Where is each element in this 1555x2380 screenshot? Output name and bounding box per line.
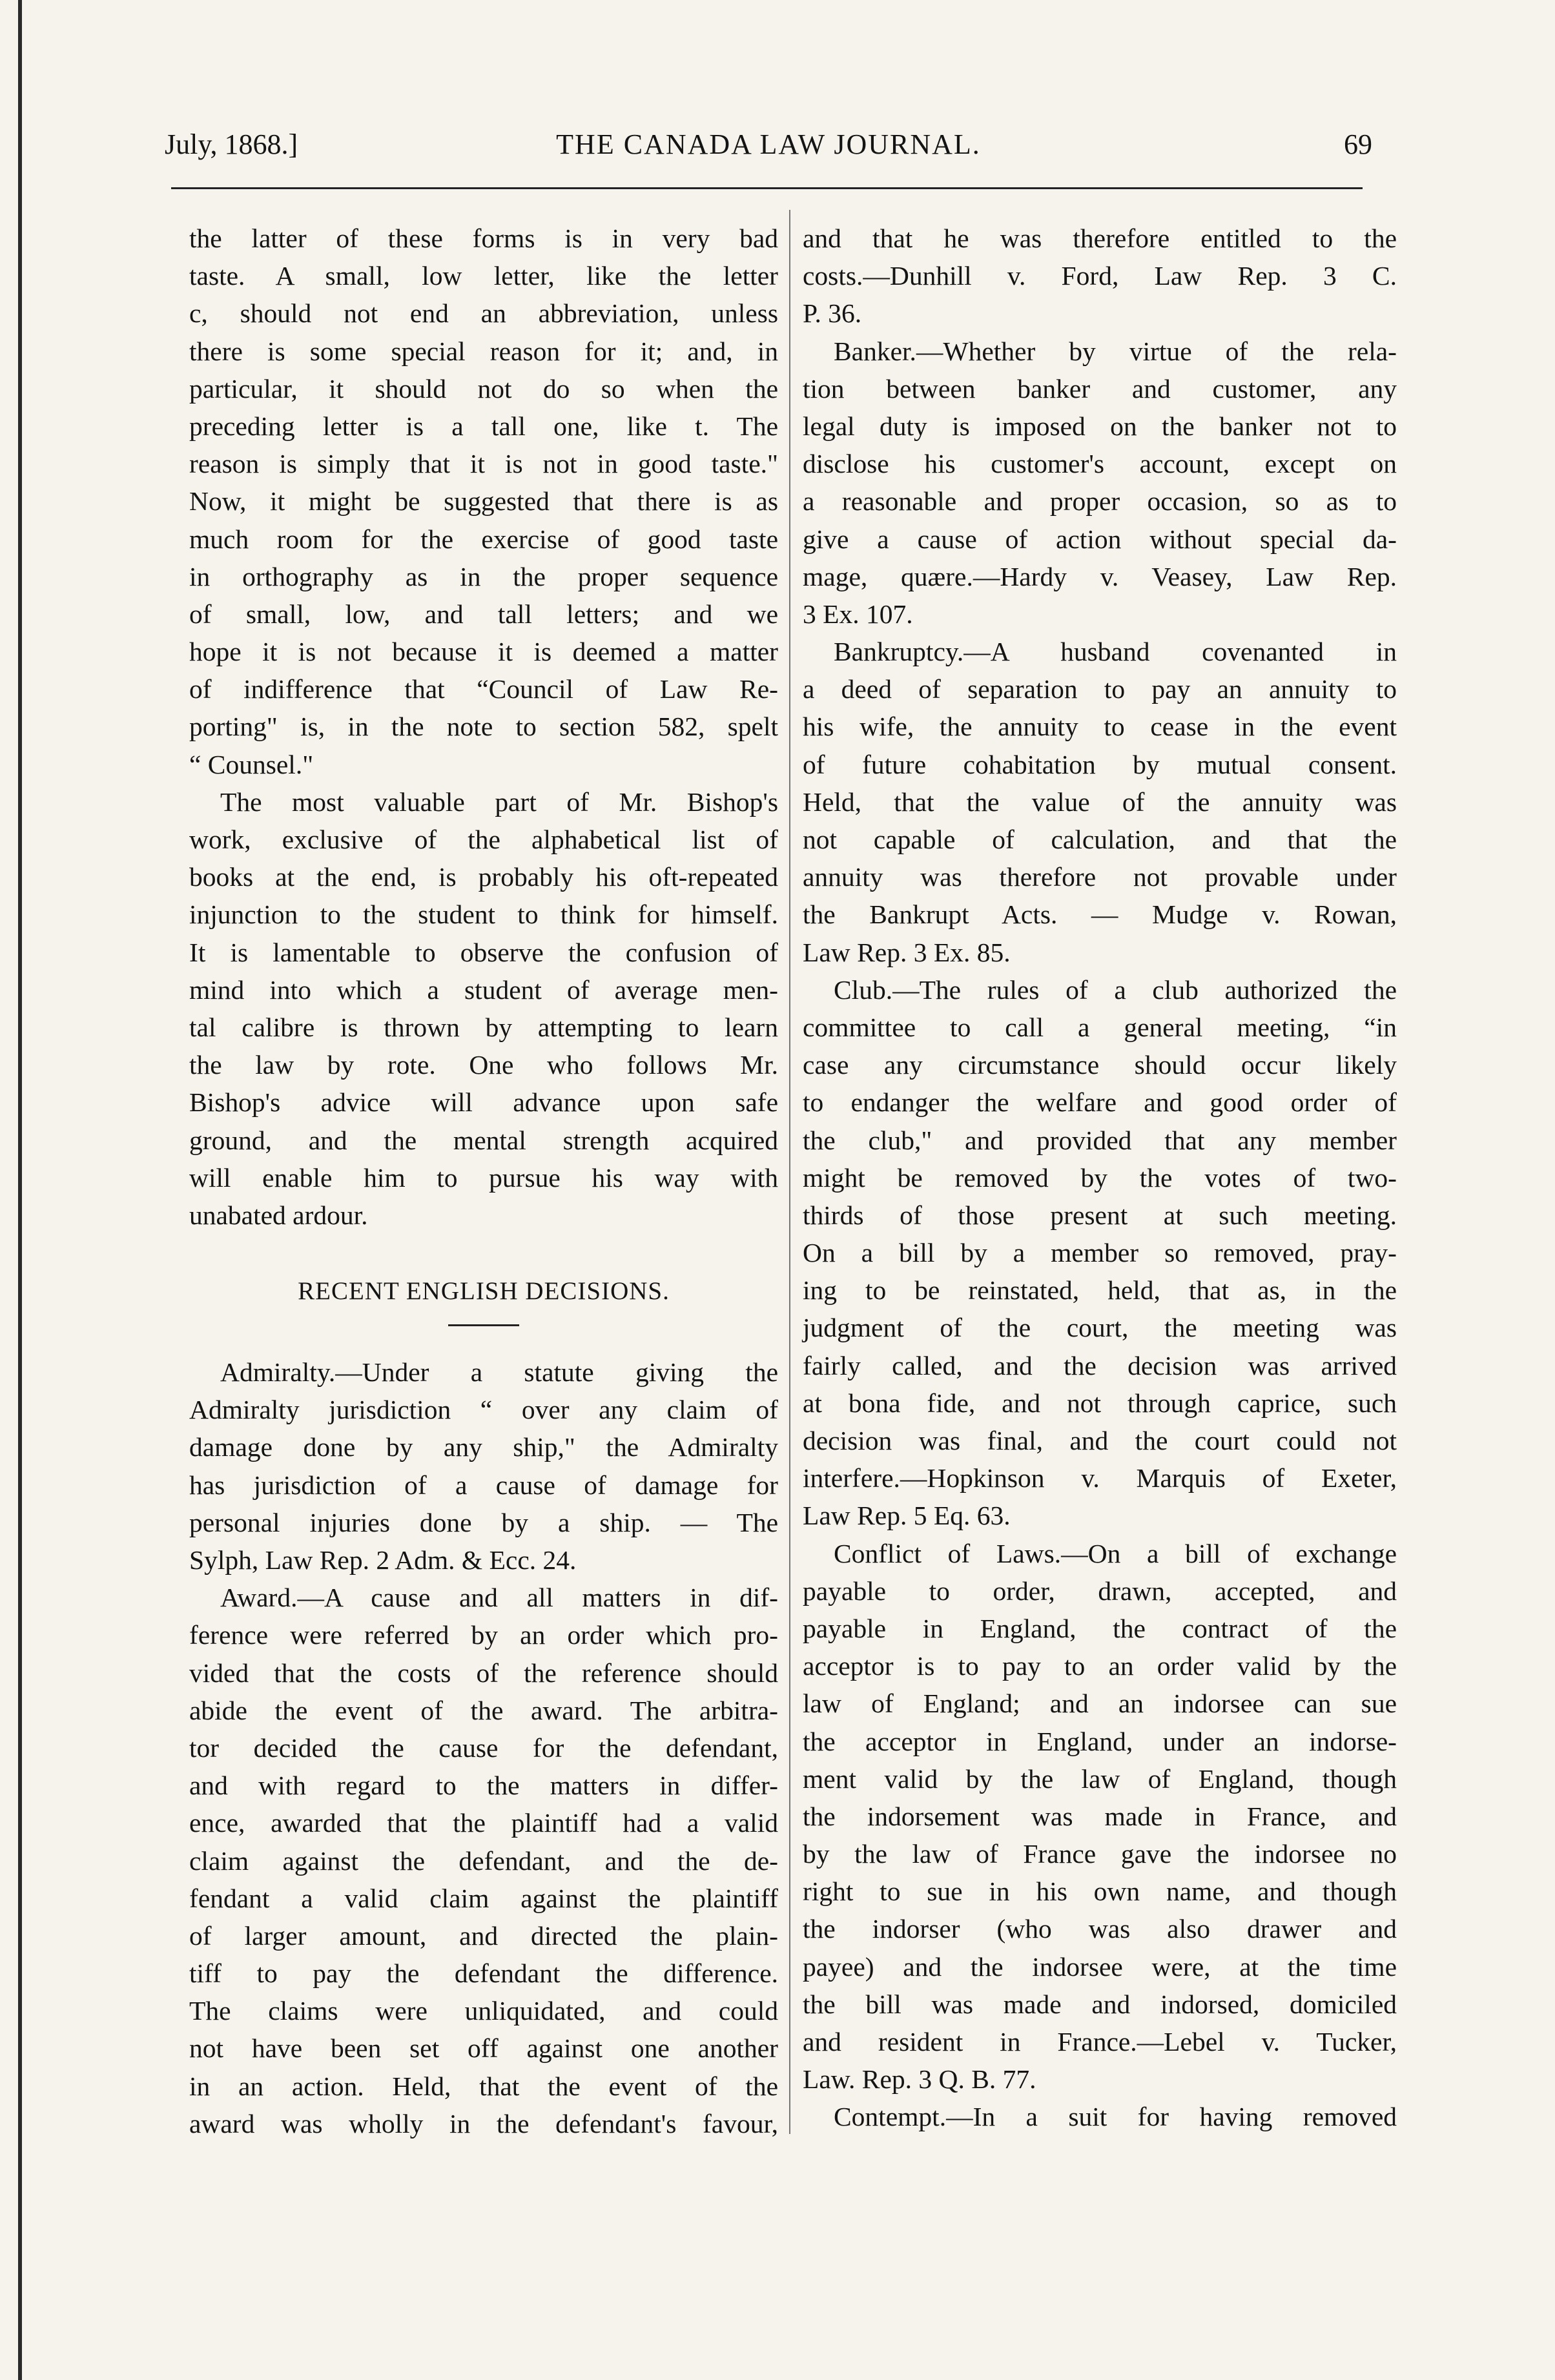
text-line: by the law of France gave the indorsee no <box>803 1839 1397 1869</box>
text-line: c, should not end an abbreviation, unless <box>189 298 778 329</box>
paragraph-award-continued <box>803 220 1397 333</box>
text-line: a deed of separation to pay an annuity to <box>803 674 1397 704</box>
text-line: give a cause of action without special da- <box>803 524 1397 554</box>
text-line: law of England; and an indorsee can sue <box>803 1688 1397 1719</box>
text-line: right to sue in his own name, and though <box>803 1876 1397 1907</box>
text-line: the indorser (who was also drawer and <box>803 1914 1397 1944</box>
text-line: in orthography as in the proper sequence <box>189 561 778 591</box>
text-line: and that he was therefore entitled to the <box>803 223 1397 253</box>
text-line: legal duty is imposed on the banker not to <box>803 411 1397 441</box>
text-line: much room for the exercise of good taste <box>189 524 778 554</box>
issue-date: July, 1868.] <box>165 128 298 160</box>
text-line: Banker.—Whether by virtue of the rela- <box>834 336 1397 366</box>
text-line: of future cohabitation by mutual consent. <box>803 749 1397 779</box>
text-line: Law Rep. 5 Eq. 63. <box>803 1501 1011 1531</box>
text-line: books at the end, is probably his oft-repeated <box>189 862 778 892</box>
journal-title: THE CANADA LAW JOURNAL. <box>556 128 981 160</box>
text-line: preceding letter is a tall one, like t. The <box>189 411 778 441</box>
text-line: in an action. Held, that the event of the <box>189 2071 778 2101</box>
text-line: It is lamentable to observe the confusion of <box>189 937 778 967</box>
text-line: unabated ardour. <box>189 1200 368 1230</box>
text-line: of larger amount, and directed the plain- <box>189 1920 778 1951</box>
text-line: committee to call a general meeting, “in <box>803 1012 1397 1042</box>
text-line: Now, it might be suggested that there is as <box>189 486 778 517</box>
text-line: Conflict of Laws.—On a bill of exchange <box>834 1538 1397 1568</box>
text-line: mage, quære.—Hardy v. Veasey, Law Rep. <box>803 561 1397 591</box>
text-line: damage done by any ship," the Admiralty <box>189 1432 778 1462</box>
text-line: tal calibre is thrown by attempting to learn <box>189 1012 778 1042</box>
text-line: Law. Rep. 3 Q. B. 77. <box>803 2064 1036 2095</box>
text-line: not capable of calculation, and that the <box>803 825 1397 854</box>
text-line: 3 Ex. 107. <box>803 599 913 629</box>
text-line: the bill was made and indorsed, domiciled <box>803 1989 1397 2019</box>
text-line: acceptor is to pay to an order valid by the <box>803 1651 1397 1681</box>
text-line: and resident in France.—Lebel v. Tucker, <box>803 2027 1397 2057</box>
text-line: judgment of the court, the meeting was <box>803 1313 1397 1343</box>
paragraph-orthography <box>189 220 778 783</box>
text-line: the indorsement was made in France, and <box>803 1801 1397 1831</box>
text-line: will enable him to pursue his way with <box>189 1162 778 1193</box>
paragraph-club <box>803 971 1397 1535</box>
text-line: claim against the defendant, and the de- <box>189 1845 778 1876</box>
text-line: “ Counsel." <box>189 749 314 779</box>
text-line: decision was final, and the court could not <box>803 1426 1397 1455</box>
text-line: fairly called, and the decision was arrived <box>803 1350 1397 1380</box>
text-line: Held, that the value of the annuity was <box>803 786 1397 817</box>
paragraph-conflict-of-laws <box>803 1535 1397 2098</box>
paragraph-admiralty <box>189 1353 778 1579</box>
text-line: Admiralty.—Under a statute giving the <box>220 1357 778 1388</box>
text-line: injunction to the student to think for himself. <box>189 899 778 930</box>
text-line: The claims were unliquidated, and could <box>189 1996 778 2026</box>
text-line: of small, low, and tall letters; and we <box>189 599 778 629</box>
text-line: not have been set off against one another <box>189 2033 778 2064</box>
right-column <box>803 220 1397 2136</box>
section-rule <box>448 1324 519 1326</box>
text-line: thirds of those present at such meeting. <box>803 1200 1397 1230</box>
text-line: The most valuable part of Mr. Bishop's <box>220 786 778 817</box>
text-line: there is some special reason for it; and, in <box>189 336 778 366</box>
text-line: ment valid by the law of England, though <box>803 1763 1397 1794</box>
text-line: the Bankrupt Acts. — Mudge v. Rowan, <box>803 899 1397 930</box>
paragraph-bishop-work <box>189 783 778 1234</box>
text-line: at bona fide, and not through caprice, such <box>803 1388 1397 1418</box>
paragraph-contempt <box>803 2098 1397 2135</box>
text-line: P. 36. <box>803 298 862 329</box>
text-line: fendant a valid claim against the plaintiff <box>189 1883 778 1913</box>
page-number: 69 <box>1344 128 1372 160</box>
text-line: work, exclusive of the alphabetical list of <box>189 825 778 854</box>
text-line: and with regard to the matters in differ- <box>189 1770 778 1801</box>
text-line: Bishop's advice will advance upon safe <box>189 1087 778 1118</box>
text-line: the club," and provided that any member <box>803 1125 1397 1155</box>
text-line: taste. A small, low letter, like the letter <box>189 261 778 291</box>
text-line: costs.—Dunhill v. Ford, Law Rep. 3 C. <box>803 261 1397 291</box>
text-line: Club.—The rules of a club authorized the <box>834 974 1397 1005</box>
column-divider <box>789 210 790 2134</box>
paragraph-award <box>189 1579 778 2142</box>
text-line: Bankruptcy.—A husband covenanted in <box>834 637 1397 667</box>
text-line: of indifference that “Council of Law Re- <box>189 674 778 704</box>
header-rule <box>171 187 1363 189</box>
text-line: hope it is not because it is deemed a matter <box>189 637 778 667</box>
text-line: Contempt.—In a suit for having removed <box>834 2102 1397 2132</box>
text-line: personal injuries done by a ship. — The <box>189 1507 778 1537</box>
text-line: payable in England, the contract of the <box>803 1613 1397 1643</box>
text-line: interfere.—Hopkinson v. Marquis of Exeter, <box>803 1463 1397 1493</box>
text-line: porting" is, in the note to section 582, spelt <box>189 712 778 742</box>
text-line: award was wholly in the defendant's favour, <box>189 2108 778 2139</box>
text-line: might be removed by the votes of two- <box>803 1162 1397 1193</box>
text-line: case any circumstance should occur likely <box>803 1050 1397 1080</box>
text-line: ence, awarded that the plaintiff had a valid <box>189 1808 778 1838</box>
page-binding-edge <box>18 0 22 2380</box>
text-line: On a bill by a member so removed, pray- <box>803 1238 1397 1268</box>
text-line: Law Rep. 3 Ex. 85. <box>803 937 1011 967</box>
text-line: Sylph, Law Rep. 2 Adm. & Ecc. 24. <box>189 1545 577 1575</box>
text-line: a reasonable and proper occasion, so as to <box>803 486 1397 517</box>
text-line: ing to be reinstated, held, that as, in the <box>803 1275 1397 1306</box>
text-line: Award.—A cause and all matters in dif- <box>220 1583 778 1613</box>
text-line: ference were referred by an order which pro- <box>189 1620 778 1650</box>
text-line: his wife, the annuity to cease in the event <box>803 712 1397 742</box>
paragraph-banker <box>803 333 1397 633</box>
text-line: the acceptor in England, under an indorse- <box>803 1726 1397 1756</box>
text-line: payable to order, drawn, accepted, and <box>803 1575 1397 1606</box>
text-line: to endanger the welfare and good order of <box>803 1087 1397 1118</box>
text-line: ground, and the mental strength acquired <box>189 1125 778 1155</box>
text-line: tor decided the cause for the defendant, <box>189 1732 778 1763</box>
text-line: disclose his customer's account, except on <box>803 449 1397 479</box>
left-column <box>189 220 778 2142</box>
text-line: annuity was therefore not provable under <box>803 862 1397 892</box>
text-line: tion between banker and customer, any <box>803 373 1397 404</box>
text-line: has jurisdiction of a cause of damage for <box>189 1470 778 1500</box>
text-line: Admiralty jurisdiction “ over any claim of <box>189 1395 778 1425</box>
section-heading: RECENT ENGLISH DECISIONS. <box>298 1277 670 1306</box>
text-line: particular, it should not do so when the <box>189 373 778 404</box>
text-line: the latter of these forms is in very bad <box>189 223 778 253</box>
text-line: vided that the costs of the reference should <box>189 1657 778 1688</box>
running-header <box>165 128 1372 167</box>
text-line: payee) and the indorsee were, at the time <box>803 1951 1397 1982</box>
paragraph-bankruptcy <box>803 633 1397 971</box>
text-line: mind into which a student of average men- <box>189 974 778 1005</box>
text-line: abide the event of the award. The arbitra- <box>189 1695 778 1725</box>
text-line: tiff to pay the defendant the difference. <box>189 1958 778 1989</box>
text-line: reason is simply that it is not in good taste." <box>189 449 778 479</box>
text-line: the law by rote. One who follows Mr. <box>189 1050 778 1080</box>
